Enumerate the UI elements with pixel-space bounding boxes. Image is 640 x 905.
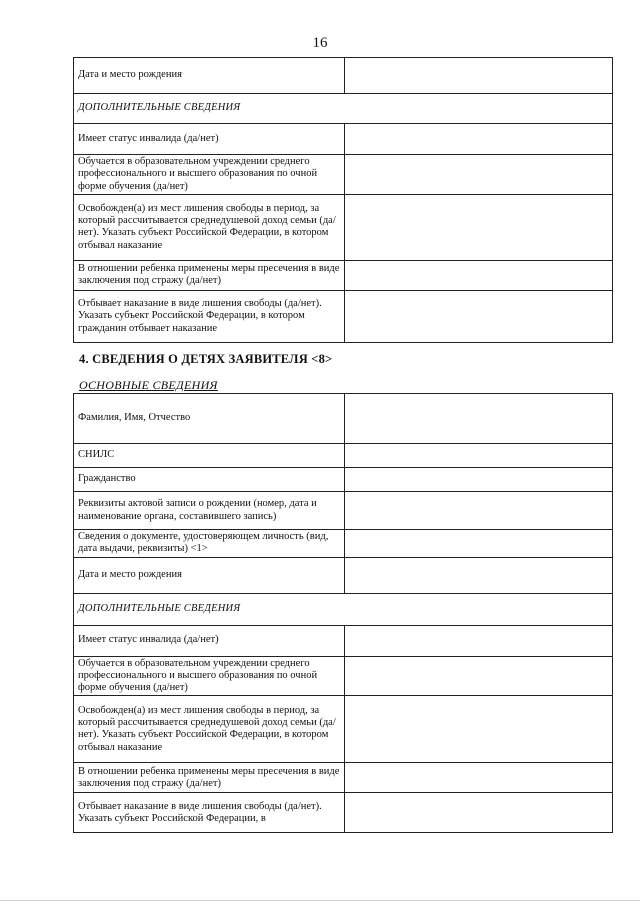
table-row [74, 468, 613, 492]
section-row [74, 94, 613, 124]
field-label: Гражданство [74, 468, 345, 492]
table-row [74, 58, 613, 94]
field-value-cell[interactable] [345, 260, 613, 290]
section-heading: 4. СВЕДЕНИЯ О ДЕТЯХ ЗАЯВИТЕЛЯ <8> [79, 352, 333, 366]
field-label: Имеет статус инвалида (да/нет) [74, 625, 345, 656]
table-row [74, 656, 613, 696]
form-table-top [73, 57, 613, 343]
field-label: Имеет статус инвалида (да/нет) [74, 124, 345, 155]
table-row [74, 763, 613, 793]
table-row [74, 124, 613, 155]
table-row [74, 394, 613, 444]
field-value-cell[interactable] [345, 793, 613, 833]
table-row [74, 696, 613, 763]
field-label: Отбывает наказание в виде лишения свободы (да/нет). Указать субъект Российской Федерации, в [74, 793, 345, 833]
page-edge-divider [0, 900, 640, 901]
field-value-cell[interactable] [345, 155, 613, 195]
section-row [74, 593, 613, 625]
table-row [74, 625, 613, 656]
table-row [74, 155, 613, 195]
field-value-cell[interactable] [345, 124, 613, 155]
table-row [74, 530, 613, 558]
field-label: СНИЛС [74, 444, 345, 468]
field-value-cell[interactable] [345, 58, 613, 94]
page-number: 16 [312, 35, 328, 51]
table-row [74, 557, 613, 593]
field-label: Фамилия, Имя, Отчество [74, 394, 345, 444]
field-label: Освобожден(а) из мест лишения свободы в период, за который рассчитывается среднедушевой доход семьи (да/нет). Указать субъект Российской Федерации, в котором отбывал наказание [74, 696, 345, 763]
table-row [74, 444, 613, 468]
field-label: В отношении ребенка применены меры пресечения в виде заключения под стражу (да/нет) [74, 763, 345, 793]
field-label: Реквизиты актовой записи о рождении (номер, дата и наименование органа, составившего запись) [74, 492, 345, 530]
section-title: ДОПОЛНИТЕЛЬНЫЕ СВЕДЕНИЯ [74, 593, 613, 625]
field-label: Сведения о документе, удостоверяющем личность (вид, дата выдачи, реквизиты) <1> [74, 530, 345, 558]
field-value-cell[interactable] [345, 394, 613, 444]
field-label: Освобожден(а) из мест лишения свободы в период, за который рассчитывается среднедушевой доход семьи (да/нет). Указать субъект Российской Федерации, в котором отбывал наказание [74, 194, 345, 260]
field-value-cell[interactable] [345, 530, 613, 558]
section-title: ДОПОЛНИТЕЛЬНЫЕ СВЕДЕНИЯ [74, 94, 613, 124]
field-label: Дата и место рождения [74, 557, 345, 593]
field-label: Обучается в образовательном учреждении среднего профессионального и высшего образования по очной форме обучения (да/нет) [74, 656, 345, 696]
field-label: Дата и место рождения [74, 58, 345, 94]
subsection-heading: ОСНОВНЫЕ СВЕДЕНИЯ [79, 378, 218, 392]
field-value-cell[interactable] [345, 763, 613, 793]
field-label: В отношении ребенка применены меры пресечения в виде заключения под стражу (да/нет) [74, 260, 345, 290]
field-value-cell[interactable] [345, 625, 613, 656]
field-value-cell[interactable] [345, 696, 613, 763]
form-table-bottom [73, 393, 613, 833]
field-value-cell[interactable] [345, 290, 613, 342]
table-row [74, 194, 613, 260]
field-value-cell[interactable] [345, 194, 613, 260]
field-label: Обучается в образовательном учреждении среднего профессионального и высшего образования по очной форме обучения (да/нет) [74, 155, 345, 195]
table-row [74, 492, 613, 530]
field-label: Отбывает наказание в виде лишения свободы (да/нет). Указать субъект Российской Федерации, в котором гражданин отбывает наказание [74, 290, 345, 342]
table-row [74, 290, 613, 342]
table-row [74, 793, 613, 833]
field-value-cell[interactable] [345, 656, 613, 696]
table-row [74, 260, 613, 290]
field-value-cell[interactable] [345, 444, 613, 468]
field-value-cell[interactable] [345, 468, 613, 492]
field-value-cell[interactable] [345, 557, 613, 593]
field-value-cell[interactable] [345, 492, 613, 530]
